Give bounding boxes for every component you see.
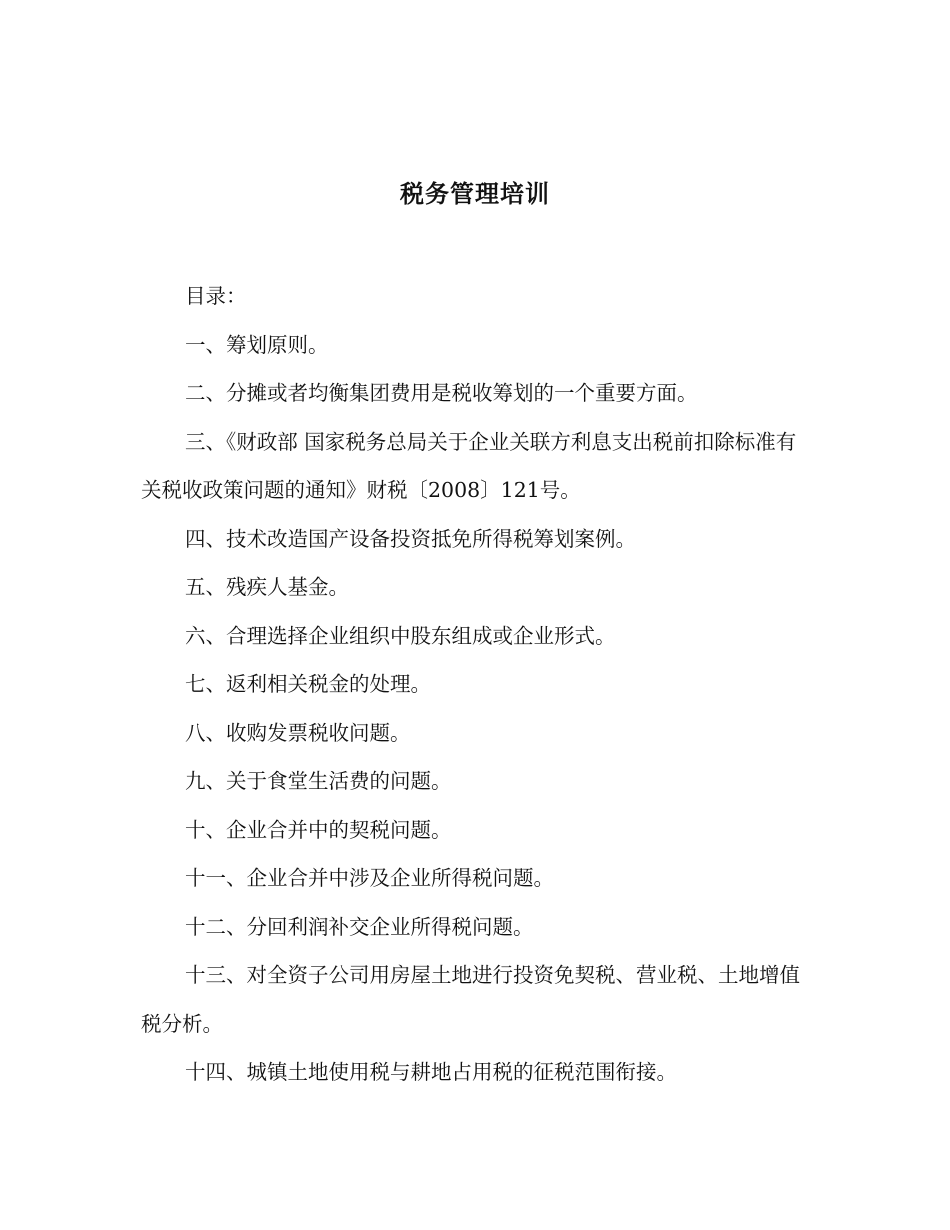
toc-heading: 目录： [185, 284, 247, 308]
toc-item: 一、筹划原则。 [185, 332, 329, 357]
toc-item: 十四、城镇土地使用税与耕地占用税的征税范围衔接。 [185, 1060, 677, 1084]
toc-item: 七、返利相关税金的处理。 [185, 672, 431, 696]
toc-item: 二、分摊或者均衡集团费用是税收筹划的一个重要方面。 [185, 381, 698, 405]
table-of-contents [141, 272, 816, 1097]
toc-item: 四、技术改造国产设备投资抵免所得税筹划案例。 [185, 526, 636, 551]
toc-item: 十一、企业合并中涉及企业所得税问题。 [185, 866, 554, 890]
toc-item: 五、残疾人基金。 [185, 575, 349, 599]
toc-item: 十三、对全资子公司用房屋土地进行投资免契税、营业税、土地增值税分析。 [141, 963, 800, 1036]
toc-item: 三、《财政部 国家税务总局关于企业关联方利息支出税前扣除标准有关税收政策问题的通知》财税〔2008〕121号。 [141, 429, 797, 502]
toc-item: 九、关于食堂生活费的问题。 [185, 769, 452, 793]
toc-item: 十二、分回利润补交企业所得税问题。 [185, 914, 534, 939]
document-title: 税务管理培训 [400, 179, 550, 208]
toc-item: 十、企业合并中的契税问题。 [185, 817, 452, 842]
toc-item: 六、合理选择企业组织中股东组成或企业形式。 [185, 623, 616, 648]
toc-item: 八、收购发票税收问题。 [185, 720, 411, 745]
